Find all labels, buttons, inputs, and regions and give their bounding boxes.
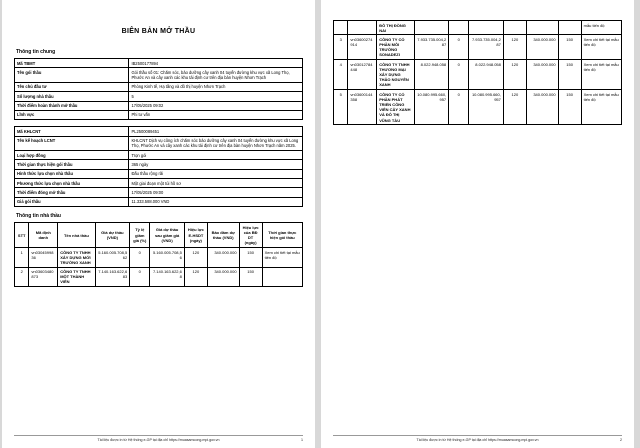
cell-discount: 0 (130, 248, 150, 268)
cell-guarantee-days: 150 (558, 90, 581, 125)
column-header: Giá dự thầu (VND) (95, 223, 130, 248)
row-label: Giá gói thầu (15, 197, 129, 206)
row-value: Phòng Kinh tế, Hạ tầng và đô thị huyện Nhơn Trạch (129, 82, 303, 91)
column-header: STT (15, 223, 29, 248)
cell-stt: 3 (334, 35, 348, 60)
cell-name: CÔNG TY CỔ PHẦN PHÁT TRIỂN CÔNG VIÊN CÂY XANH VÀ ĐÔ THỊ VŨNG TÀU (377, 90, 414, 125)
footer-text: Tài liệu được in từ Hệ thống e-GP tại địa chỉ https://muasamcong.mpi.gov.vn (416, 437, 539, 442)
column-header: Thời gian thực hiện gói thầu (262, 223, 302, 248)
cell-price-after: 5.160.005.708,56 (150, 248, 185, 268)
row-label: Số lượng nhà thầu (15, 92, 129, 101)
row-label: Mã KHLCNT (15, 127, 129, 136)
cell-guarantee-days: 150 (558, 35, 581, 60)
row-label: Lĩnh vực (15, 110, 129, 119)
cell-name: CÔNG TY TNHH THƯƠNG MẠI XÂY DỰNG THẢO NGUYÊN XANH (377, 60, 414, 90)
row-value: 365 ngày (129, 160, 303, 169)
document-page-2 (321, 0, 634, 448)
document-page-1 (2, 0, 315, 448)
cell-price (414, 21, 449, 35)
table-row (15, 68, 303, 83)
cell-hsdt (503, 21, 526, 35)
row-label: Thời điểm đóng mở thầu (15, 188, 129, 197)
section-heading-bidders: Thông tin nhà thầu (16, 213, 61, 219)
table-row (15, 160, 303, 169)
cell-guarantee: 340.000.000 (207, 267, 239, 287)
cell-code: vn03012784448 (348, 60, 377, 90)
column-header: Mã định danh (29, 223, 58, 248)
cell-hsdt: 120 (503, 35, 526, 60)
table-row (15, 188, 303, 197)
page-footer (14, 435, 303, 442)
row-value: Gói thầu số 01: Chăm sóc, bảo dưỡng cây xanh 04 tuyến đường khu vực xã Long Thọ, Phước An và cây xanh các khu tái định cư trên địa bàn huyện Nhơn Trạch (129, 68, 303, 83)
cell-discount: 0 (130, 267, 150, 287)
cell-price: 5.160.005.708,562 (95, 248, 130, 268)
table-header-row (15, 223, 303, 248)
cell-stt: 1 (15, 248, 29, 268)
cell-guarantee-days (558, 21, 581, 35)
cell-price-after: 7.140.163.622,68 (150, 267, 185, 287)
row-value: IB2500177894 (129, 59, 303, 68)
cell-guarantee-days: 150 (239, 248, 262, 268)
table-row (15, 59, 303, 68)
row-label: Thời gian thực hiện gói thầu (15, 160, 129, 169)
row-value: Trọn gói (129, 151, 303, 160)
table-row (15, 151, 303, 160)
table-row (15, 179, 303, 188)
footer-text: Tài liệu được in từ Hệ thống e-GP tại địa chỉ https://muasamcong.mpi.gov.vn (97, 437, 220, 442)
cell-price-after (469, 21, 504, 35)
table-row (15, 136, 303, 151)
row-label: Hình thức lựa chọn nhà thầu (15, 169, 129, 178)
row-label: Tên kế hoạch LCNT (15, 136, 129, 151)
cell-name: ĐÔ THỊ ĐỒNG NAI (377, 21, 414, 35)
cell-price: 8.022.948.058 (414, 60, 449, 90)
cell-hsdt: 120 (503, 60, 526, 90)
cell-price-after: 10.080.995.660,957 (469, 90, 504, 125)
row-value: PL2500089451 (129, 127, 303, 136)
plan-info-table (14, 126, 303, 207)
cell-code: vn0304599836 (29, 248, 58, 268)
cell-guarantee: 340.000.000 (526, 35, 558, 60)
row-value: 17/05/2025 09:02 (129, 101, 303, 110)
row-value: 17/05/2025 09:00 (129, 188, 303, 197)
cell-duration: mẫu tiến độ (581, 21, 621, 35)
cell-price-after: 8.022.948.058 (469, 60, 504, 90)
cell-code: vn03600274914 (348, 35, 377, 60)
row-value: 11.333.588.000 VND (129, 197, 303, 206)
row-value: Phi tư vấn (129, 110, 303, 119)
cell-code: vn03603480873 (29, 267, 58, 287)
row-label: Tên chủ đầu tư (15, 82, 129, 91)
cell-discount: 0 (449, 60, 469, 90)
column-header: Tên nhà thầu (58, 223, 95, 248)
table-row (15, 127, 303, 136)
row-label: Tên gói thầu (15, 68, 129, 83)
cell-duration: Xem chi tiết tại mẫu tiến độ (581, 35, 621, 60)
cell-code: vn03600144358 (348, 90, 377, 125)
row-value: KHLCNT Dịch vụ công ích chăm sóc bảo dưỡng cây xanh 04 tuyến đường khu vực xã Long Thọ, Phước An và cây xanh các khu tái định cư trên địa bàn huyện Nhơn Trạch năm 2025. (129, 136, 303, 151)
table-row (15, 169, 303, 178)
cell-name: CÔNG TY TNHH MỘT THÀNH VIÊN (58, 267, 95, 287)
bidders-table-continued (333, 20, 622, 125)
table-row (334, 35, 622, 60)
column-header: Giá dự thầu sau giảm giá (VND) (150, 223, 185, 248)
cell-stt (334, 21, 348, 35)
table-row (334, 21, 622, 35)
row-value: 5 (129, 92, 303, 101)
cell-code (348, 21, 377, 35)
cell-stt: 4 (334, 60, 348, 90)
cell-guarantee-days: 150 (558, 60, 581, 90)
row-label: Mã TBMT (15, 59, 129, 68)
column-header: Bảo đảm dự thầu (VND) (207, 223, 239, 248)
bidders-table (14, 222, 303, 287)
cell-discount (449, 21, 469, 35)
page-footer (333, 435, 622, 442)
cell-guarantee-days: 150 (239, 267, 262, 287)
table-row (15, 82, 303, 91)
cell-stt: 5 (334, 90, 348, 125)
cell-price: 7.140.163.622,683 (95, 267, 130, 287)
table-row (15, 197, 303, 206)
cell-hsdt: 120 (184, 267, 207, 287)
cell-discount: 0 (449, 90, 469, 125)
page-title: BIÊN BẢN MỞ THẦU (121, 28, 196, 35)
cell-duration (262, 267, 302, 287)
cell-duration: Xem chi tiết tại mẫu tiến độ (581, 60, 621, 90)
table-row (15, 101, 303, 110)
row-value: Một giai đoạn một túi hồ sơ (129, 179, 303, 188)
cell-price: 10.080.995.660,957 (414, 90, 449, 125)
cell-name: CÔNG TY CỔ PHẦN MÔI TRƯỜNG SONADEZI (377, 35, 414, 60)
row-label: Loại hợp đồng (15, 151, 129, 160)
row-label: Thời điểm hoàn thành mở thầu (15, 101, 129, 110)
table-row (334, 60, 622, 90)
column-header: Hiệu lực E-HSDT (ngày) (184, 223, 207, 248)
row-label: Phương thức lựa chọn nhà thầu (15, 179, 129, 188)
cell-price-after: 7.933.735.004,287 (469, 35, 504, 60)
cell-stt: 2 (15, 267, 29, 287)
page-number: 2 (620, 437, 622, 442)
table-row (334, 90, 622, 125)
cell-guarantee: 340.000.000 (526, 90, 558, 125)
cell-duration: Xem chi tiết tại mẫu tiến độ (581, 90, 621, 125)
cell-name: CÔNG TY TNHH XÂY DỰNG MỚI TRƯỜNG XANH (58, 248, 95, 268)
table-row (15, 267, 303, 287)
column-header: Tỷ lệ giảm giá (%) (130, 223, 150, 248)
column-header: Hiệu lực của BĐ DT (ngày) (239, 223, 262, 248)
cell-guarantee: 340.000.000 (207, 248, 239, 268)
cell-guarantee: 340.000.000 (526, 60, 558, 90)
general-info-table (14, 58, 303, 120)
cell-price: 7.933.735.004,287 (414, 35, 449, 60)
section-heading-general: Thông tin chung (16, 48, 56, 55)
cell-hsdt: 120 (184, 248, 207, 268)
row-value: Đấu thầu rộng rãi (129, 169, 303, 178)
cell-hsdt: 120 (503, 90, 526, 125)
table-row (15, 248, 303, 268)
page-number: 1 (301, 437, 303, 442)
table-row (15, 110, 303, 119)
table-row (15, 92, 303, 101)
cell-duration: Xem chi tiết tại mẫu tiên độ (262, 248, 302, 268)
cell-discount: 0 (449, 35, 469, 60)
cell-guarantee (526, 21, 558, 35)
